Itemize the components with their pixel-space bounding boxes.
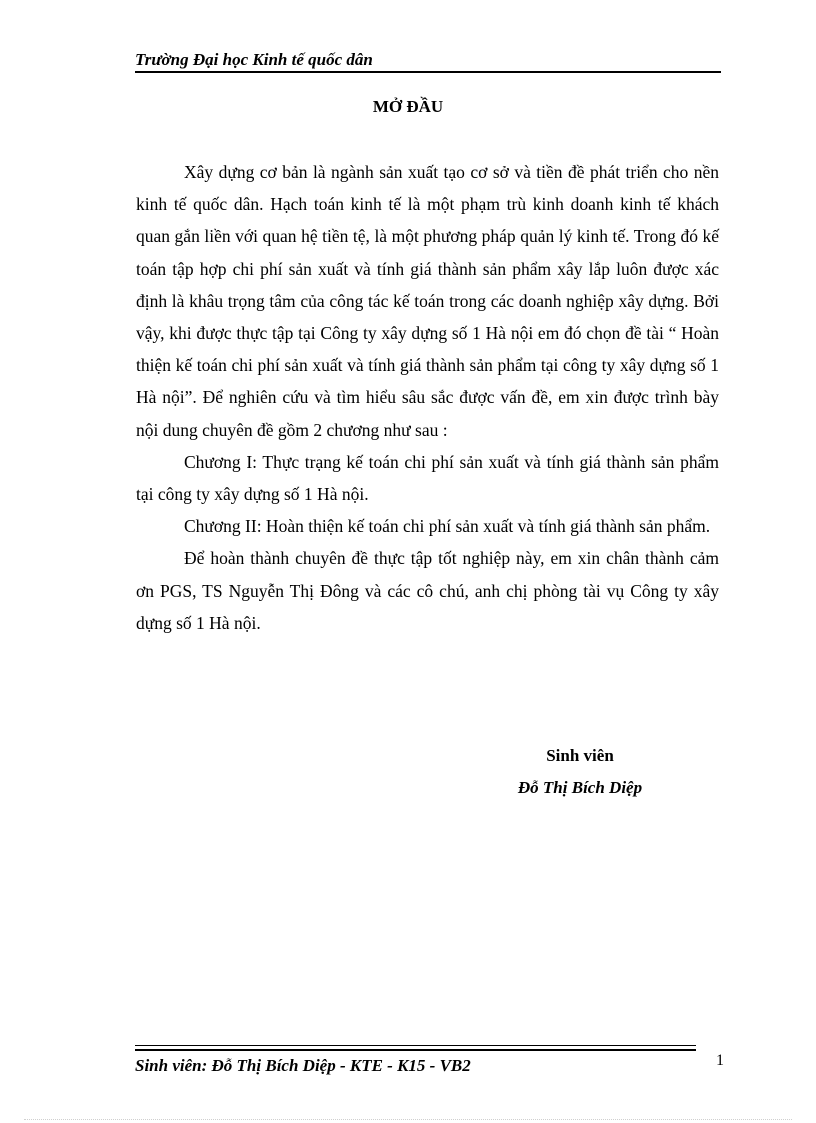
signature-block (500, 740, 660, 804)
running-header-title: Trường Đại học Kinh tế quốc dân (135, 50, 373, 69)
footer-rule-thick (135, 1049, 696, 1051)
chapter-two-paragraph: Chương II: Hoàn thiện kế toán chi phí sản xuất và tính giá thành sản phẩm. (184, 516, 711, 537)
body-text (136, 156, 719, 639)
page-bottom-border (24, 1119, 792, 1120)
chapter-one-paragraph: Chương I: Thực trạng kế toán chi phí sản xuất và tính giá thành sản phẩm tại công ty xây dựng số 1 Hà nội. (136, 451, 719, 505)
footer-rule-thin (135, 1045, 696, 1046)
intro-paragraph: Xây dựng cơ bản là ngành sản xuất tạo cơ sở và tiền đề phát triển cho nền kinh tế quốc dân. Hạch toán kinh tế là một phạm trù kinh doanh kinh tế khách quan gắn liền với quan hệ tiền tệ, là một phương pháp quản lý kinh tế. Trong đó kế toán tập hợp chi phí sản xuất và tính giá thành sản phẩm xây lắp luôn được xác định là khâu trọng tâm của công tác kế toán trong các doanh nghiệp xây dựng. Bởi vậy, khi được thực tập tại Công ty xây dựng số 1 Hà nội em đó chọn đề tài “ Hoàn thiện kế toán chi phí sản xuất và tính giá thành sản phẩm tại công ty xây dựng số 1 Hà nội”. Để nghiên cứu và tìm hiểu sâu sắc được vấn đề, em xin được trình bày nội dung chuyên đề gồm 2 chương như sau : (136, 162, 719, 440)
document-heading: MỞ ĐẦU (372, 97, 444, 116)
running-footer-text: Sinh viên: Đỗ Thị Bích Diệp - KTE - K15 - VB2 (135, 1056, 471, 1075)
header-rule (135, 71, 721, 73)
signature-role: Sinh viên (546, 746, 614, 765)
acknowledgement-paragraph: Để hoàn thành chuyên đề thực tập tốt nghiệp này, em xin chân thành cảm ơn PGS, TS Nguyễn Thị Đông và các cô chú, anh chị phòng tài vụ Công ty xây dựng số 1 Hà nội. (136, 548, 719, 633)
signature-name: Đỗ Thị Bích Diệp (517, 778, 643, 797)
page-number: 1 (716, 1052, 724, 1069)
